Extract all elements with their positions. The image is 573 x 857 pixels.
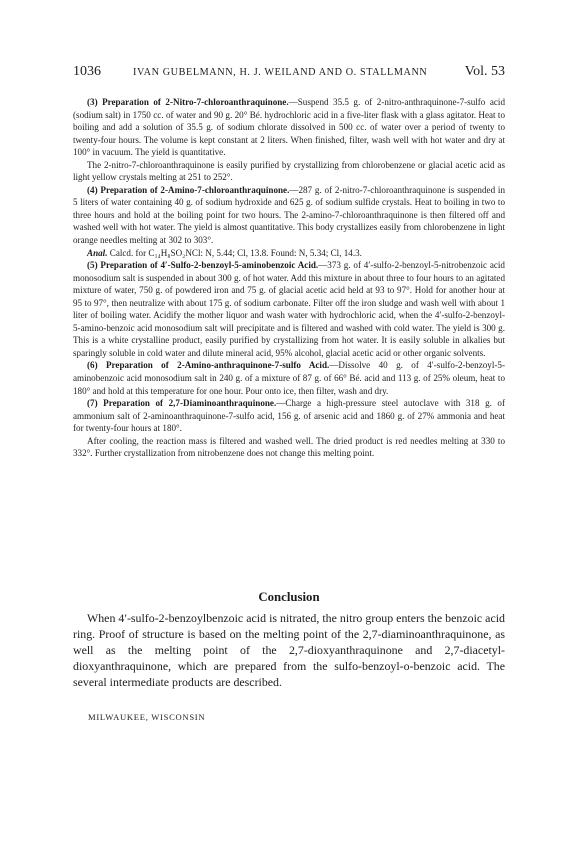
paragraph-text: After cooling, the reaction mass is filtered and washed well. The dried product is red needles melting at 330 to 332°. Further crystallization from nitrobenzene does not change this melting point. [73,435,505,459]
paragraph-3-purification [73,159,505,184]
paragraph-text: —Charge a high-pressure steel autoclave with 318 g. of ammonium salt of 2-aminoanthraquinone-7-sulfo acid, 156 g. of arsenic acid and 1860 g. of 27% ammonia and heat for twenty-four hours at 180°. [73,398,506,434]
experimental-text [73,96,505,460]
paragraph-text: —373 g. of 4′-sulfo-2-benzoyl-5-nitrobenzoic acid monosodium salt is suspended in about 300 g. of hot water. Add this mixture in about three to four hours to an agitated mixture of water, 750 g. of powdered iron and 75 g. of glacial acetic acid held at 93 to 97°. Hold for another hour at 95 to 97°, then neutralize with about 175 g. of sodium carbonate. Filter off the iron sludge and wash well with about 1 liter of boiling water. Acidify the mother liquor and wash water with hydrochloric acid, when the 4′-sulfo-2-benzoyl-5-amino-benzoic acid monosodium salt will precipitate and is filtered and washed with cold water. The yield is 300 g. This is a white crystalline product, easily purified by crystallizing from hot water. It is easily soluble in alkalies but sparingly soluble in cold water and dilute mineral acid, 95% alcohol, glacial acetic acid or other organic solvents. [73,260,505,358]
paragraph-5 [73,259,505,359]
paragraph-6 [73,359,505,397]
conclusion-text: When 4′-sulfo-2-benzoylbenzoic acid is nitrated, the nitro group enters the benzoic acid ring. Proof of structure is based on the melting point of the 2,7-diaminoanthraquinone, as well as the melting point of the 2,7-dioxyanthraquinone and 2,7-diacetyl-dioxyanthraquinone, which are prepared from the sulfo-benzoyl-o-benzoic acid. The several intermediate products are described. [73,611,505,690]
paragraph-7 [73,397,505,435]
analysis-label: Anal. [87,247,108,258]
paragraph-4 [73,184,505,247]
page-number: 1036 [73,64,101,79]
paragraph-text: —287 g. of 2-nitro-7-chloroanthraquinone is suspended in 5 liters of water containing 40 g. of sodium hydroxide and 625 g. of sodium sulfide crystals. Heat to boiling in two to three hours and hold at the boiling point for two hours. The 2-amino-7-chloroanthraquinone is then filtered off and washed well with hot water. The yield is almost quantitative. This body crystallizes easily from chlorobenzene in light orange needles melting at 302 to 303°. [73,184,505,246]
paragraph-heading: (6) Preparation of 2-Amino-anthraquinone-7-sulfo Acid. [87,360,330,371]
affiliation-place: MILWAUKEE, WISCONSIN [88,712,206,722]
volume-label: Vol. 53 [464,64,505,79]
paragraph-text: The 2-nitro-7-chloroanthraquinone is easily purified by crystallizing from chlorobenzene or glacial acetic acid as light yellow crystals melting at 251 to 252°. [73,159,505,183]
analysis-text: Calcd. for C₁₄H₈SO₂NCl: N, 5.44; Cl, 13.8. Found: N, 5.34; Cl, 14.3. [107,247,362,258]
paragraph-3 [73,96,505,159]
author-line: IVAN GUBELMANN, H. J. WEILAND AND O. STALLMANN [133,67,428,78]
paragraph-heading: (3) Preparation of 2-Nitro-7-chloroanthraquinone. [87,97,289,107]
paragraph-heading: (7) Preparation of 2,7-Diaminoanthraquinone. [87,398,277,409]
analysis-line [73,247,505,260]
paragraph-heading: (4) Preparation of 2-Amino-7-chloroanthraquinone. [87,184,290,195]
paragraph-text: —Suspend 35.5 g. of 2-nitro-anthraquinone-7-sulfo acid (sodium salt) in 1750 cc. of water and 90 g. 20° Bé. hydrochloric acid in a five-liter flask with a glass agitator. Heat to boiling and add a solution of 35.5 g. of sodium chlorate dissolved in 500 cc. of water over a period of twenty to twenty-four hours. The volume is kept constant at 2 liters. When finished, filter, wash well with hot water and dry at 100° in vacuum. The yield is quantitative. [73,97,505,158]
paragraph-7-result [73,435,505,460]
conclusion-heading: Conclusion [258,590,320,604]
paragraph-heading: (5) Preparation of 4′-Sulfo-2-benzoyl-5-aminobenzoic Acid. [87,260,319,271]
paragraph-text: —Dissolve 40 g. of 4′-sulfo-2-benzoyl-5-aminobenzoic acid monosodium salt in 240 g. of a mixture of 87 g. of 66° Bé. acid and 113 g. of 25% oleum, heat to 180° and hold at this temperature for one hour. Pour onto ice, then filter, wash and dry. [73,360,505,396]
running-head [73,62,505,82]
conclusion-section [73,610,505,690]
